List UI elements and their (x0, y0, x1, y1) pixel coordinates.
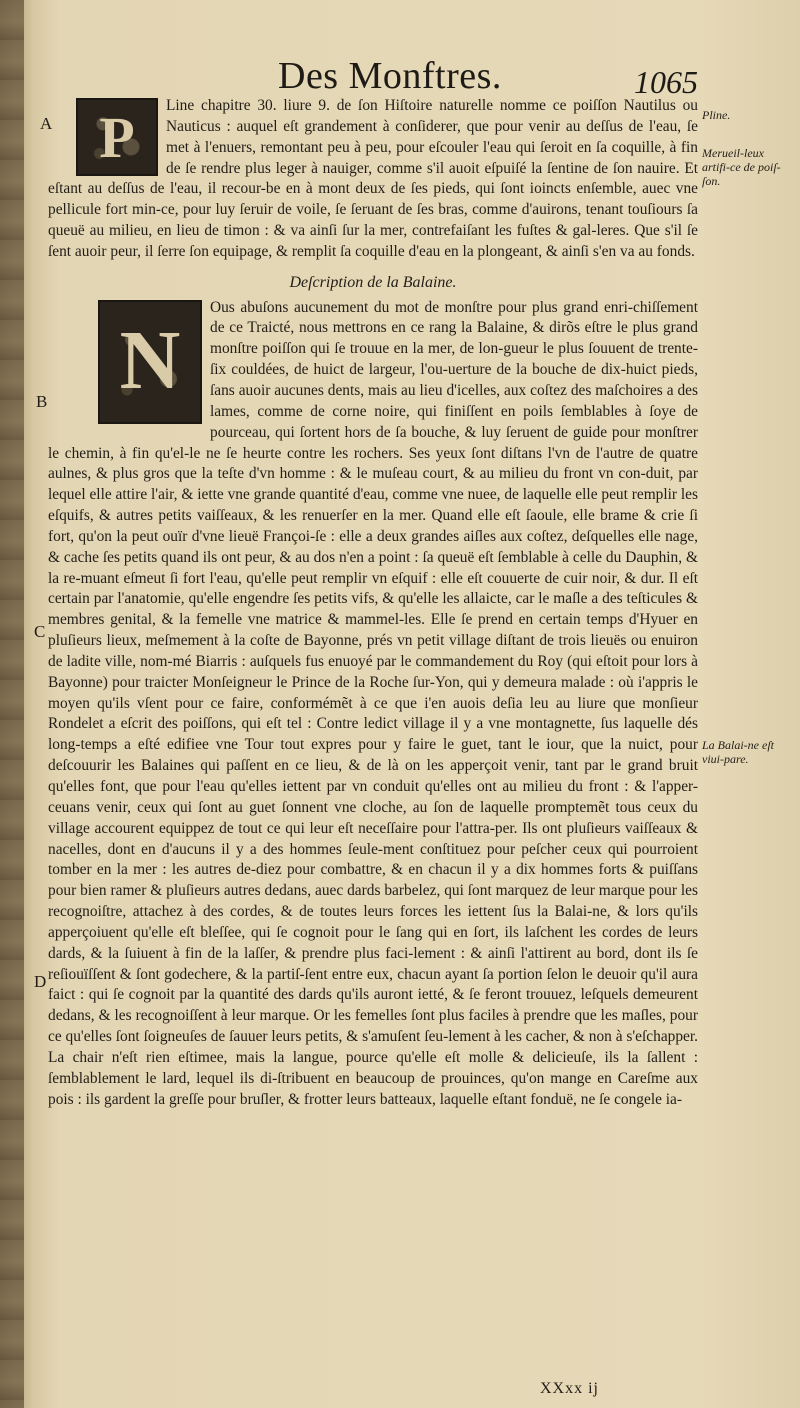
margin-letter-d: D (34, 972, 47, 991)
binding-gutter (0, 0, 24, 1408)
side-note-merveilleux: Merueil-leux artifi-ce de poiſ-ſon. (702, 146, 781, 188)
margin-letter-b: B (36, 392, 48, 411)
side-note-baleine: La Balai-ne eſt viui-pare. (702, 738, 774, 766)
signature-mark: XXxx ij (540, 1380, 599, 1397)
margin-letter-c: C (34, 622, 46, 641)
drop-cap-n (98, 300, 202, 424)
body-text (48, 96, 698, 1111)
drop-cap-letter: N (119, 313, 181, 407)
margin-letter-a: A (40, 114, 53, 133)
paragraph-baleine: Ous abuſons aucunement du mot de monſtre pour plus grand enri-chiſſement de ce Traicté, nous mettrons en ce rang la Balaine, & dirõs eſtre le plus grand monſtre poiſſon qui ſe trouue en la mer, de lon-gueur le plus ſouuent de trente-ſix couldées, de huict de largeur, l'ou-uerture de la bouche de dix-huict pieds, ſans auoir aucunes dents, mais au lieu d'icelles, aux coſtez des maſchoires a des lames, comme de corne noire, qui finiſſent en poils ſemblables à ſoye de pourceau, qui ſortent hors de ſa bouche, & luy ſeruent de guide pour monſtrer le chemin, à fin qu'el-le ne ſe heurte contre les rochers. Ses yeux ſont diſtans l'vn de l'autre de quatre aulnes, & plus gros que la teſte d'vn homme : & le muſeau court, & au milieu du front vn con-duit, par lequel elle attire l'air, & iette vne grande quantité d'eau, comme vne nuee, de laquelle elle peut remplir les eſquifs, & autres petits vaiſſeaux, & les renuerſer en la mer. Quand elle eſt ſaoule, elle brame & crie ſi fort, qu'on la peut ouïr d'vne lieuë Françoi-ſe : elle a deux grandes aiſles aux coſtez, deſquelles elle nage, & cache ſes petits quand ils ont peur, & au dos n'en a point : ſa queuë eſt ſemblable à celle du Dauphin, & la re-muant eſmeut ſi fort l'eau, qu'elle peut remplir vn eſquif : elle eſt couuerte de cuir noir, & dur. Il eſt certain par l'anatomie, qu'elle engendre ſes petits vifs, & qu'elle les allaicte, car le maſle a des teſticules & membres genital, & la femelle vne matrice & mammel-les. Elle ſe prend en certain temps d'Hyuer en pluſieurs lieux, meſmement à la coſte de Bayonne, prés vn petit village diſtant de trois lieuës ou enuiron de ladite ville, nom-mé Biarris : auſquels fus enuoyé par le commandement du Roy (qui eſtoit pour lors à Bayonne) pour traicter Monſeigneur le Prince de la Roche ſur-Yon, qui y demeura malade : où i'appris le moyen qu'ils vſent pour ce faire, conformémẽt à ce que i'en auois deſia leu au liure que monſieur Rondelet a eſcrit des poiſſons, qui eſt tel : Contre ledict village il y a vne montagnette, ſus laquelle dés long-temps a eſté edifiee vne Tour tout expres pour y faire le guet, tant le iour, que la nuict, pour deſcouurir les Balaines qui paſſent en ce lieu, & de là on les apperçoit venir, tant par le grand bruit qu'elles font, que pour l'eau qu'elles iettent par vn conduit qu'elles ont au milieu du front : & l'apper-ceuans venir, ceux qui ſont au guet ſonnent vne cloche, au ſon de laquelle promptemẽt tous ceux du village accourent equippez de tout ce qui leur eſt neceſſaire pour l'attra-per. Ils ont pluſieurs vaiſſeaux & nacelles, dont en d'aucuns il y a des hommes ſeule-ment conſtituez pour peſcher ceux qui pourroient tomber en la mer : les autres de-diez pour combattre, & en chacun il y a dix hommes forts & puiſſans pour bien ramer & pluſieurs autres dedans, auec dards barbelez, qui ſont marquez de leur marque pour les recognoiſtre, attachez à des cordes, & de toutes leurs forces les iettent ſus la Balai-ne, & lors qu'ils apperçoiuent qu'elle eſt bleſſee, qui ſe cognoit pour le ſang qui en ſort, ils laſchent les cordes de leurs dards, & la ſuiuent à fin de la laſſer, & prendre plus faci-lement : & ainſi l'attirent au bord, dont ils ſe reſiouïſſent & ſont godechere, & la partiſ-ſent entre eux, chacun ayant ſa portion ſelon le deuoir qu'il aura faict : qui ſe cognoit par la quantité des dards qu'ils auront ietté, & ſe feront trouuez, leſquels demeurent dedans, & les recognoiſſent à leur marque. Or les femelles ſont plus faciles à prendre que les maſles, pour ce qu'elles ſont ſoigneuſes de ſauuer leurs petits, & s'amuſent ſeu-lement à les cacher, & non à s'eſchapper. La chair n'eſt rien eſtimee, mais la langue, pource qu'elle eſt molle & delicieuſe, ils la ſallent : ſemblablement le lard, lequel ils di-ſtribuent en beaucoup de prouinces, qu'on mange en Careſme aux pois : ils gardent la greſſe pour bruſler, & frotter leurs batteaux, laquelle eſtant fonduë, ne ſe congele ia- (48, 298, 698, 1108)
side-note-pline: Pline. (702, 108, 731, 122)
drop-cap-p (76, 98, 158, 176)
running-title: Des Monftres. (278, 55, 502, 97)
page-number: 1065 (634, 64, 698, 100)
section-heading: Deſcription de la Balaine. (289, 273, 457, 291)
drop-cap-letter: P (99, 105, 135, 170)
paragraph-nautilus: Line chapitre 30. liure 9. de ſon Hiſtoire naturelle nomme ce poiſſon Nautilus ou Nauticus : auquel eſt grandement à conſiderer, que pour venir au deſſus de l'eau, ſe met à l'enuers, remontant peu à peu, pour eſcouler l'eau qui ſeroit en ſa coquille, à fin de ſe rendre plus leger à nauiger, comme s'il auoit eſpuiſé la ſentine de ſon nauire. Et eſtant au deſſus de l'eau, il recour-be en à mont deux de ſes pieds, qui ſont ioincts enſemble, auec vne pellicule fort min-ce, pour luy ſeruir de voile, ſe ſeruant de ſes bras, comme d'auirons, tenant touſiours ſa queuë au milieu, en lieu de timon : & va ainſi ſur la mer, contrefaiſant les fuſtes & gal-leres. Que s'il ſe ſent auoir peur, il ſerre ſon equipage, & remplit ſa coquille d'eau en la plongeant, & ainſi s'en va au fonds. (48, 97, 698, 260)
